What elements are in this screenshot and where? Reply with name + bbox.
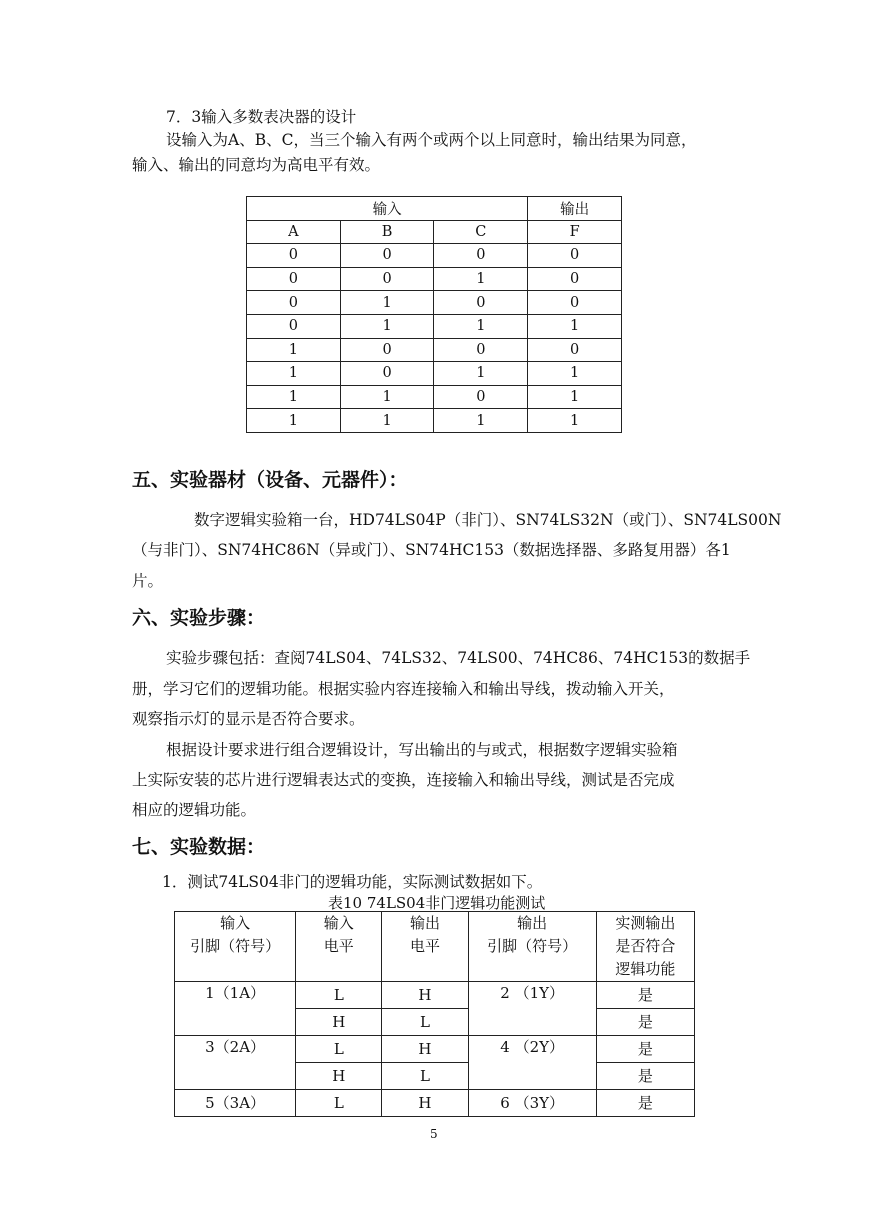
table-cell: 0: [247, 267, 341, 291]
paragraph-line: 相应的逻辑功能。: [132, 801, 257, 819]
output-level-cell: H: [382, 1090, 468, 1117]
table-cell: 1: [528, 314, 622, 338]
output-level-cell: H: [382, 1036, 468, 1063]
input-level-cell: L: [296, 1090, 382, 1117]
input-group-header: 输入: [247, 197, 528, 221]
header-line: 是否符合: [615, 937, 676, 955]
table-cell: 1: [247, 385, 341, 409]
table-cell: 1: [434, 314, 528, 338]
table-cell: 1: [247, 338, 341, 362]
page-number: 5: [430, 1127, 438, 1141]
paragraph-line: 观察指示灯的显示是否符合要求。: [132, 710, 365, 728]
output-level-cell: H: [382, 982, 468, 1009]
output-level-cell: L: [382, 1063, 468, 1090]
table-cell: 1: [247, 362, 341, 386]
column-header: [468, 912, 596, 982]
table-cell: 1: [340, 314, 434, 338]
paragraph-line: （与非门）、SN74HC86N（异或门）、SN74HC153（数据选择器、多路复用器）各1: [132, 541, 731, 559]
paragraph-line: 实验步骤包括：查阅74LS04、74LS32、74LS00、74HC86、74HC153的数据手: [166, 649, 751, 667]
table-cell: 0: [528, 338, 622, 362]
table-cell: 0: [434, 291, 528, 315]
output-level-cell: L: [382, 1009, 468, 1036]
table-cell: 0: [528, 291, 622, 315]
paragraph-line: 根据设计要求进行组合逻辑设计，写出输出的与或式，根据数字逻辑实验箱: [166, 741, 678, 759]
table-cell: 0: [528, 244, 622, 268]
table-cell: 1: [528, 385, 622, 409]
column-header: [296, 912, 382, 982]
table-row: [175, 982, 695, 1009]
result-cell: 是: [596, 1036, 694, 1063]
paragraph-line: 片。: [132, 572, 164, 590]
input-pin-cell: 5（3A）: [175, 1090, 296, 1117]
table-cell: 0: [434, 244, 528, 268]
input-level-cell: H: [296, 1063, 382, 1090]
table-row: [247, 244, 622, 268]
table-row: [247, 362, 622, 386]
truth-table: [246, 196, 622, 433]
table-cell: 1: [434, 409, 528, 433]
section-heading: 七、实验数据：: [132, 836, 266, 858]
table-row: [247, 385, 622, 409]
table-header-row: [175, 912, 695, 982]
table-row: [247, 338, 622, 362]
table-cell: 0: [247, 244, 341, 268]
paragraph-line: 上实际安装的芯片进行逻辑表达式的变换，连接输入和输出导线，测试是否完成: [132, 771, 675, 789]
input-pin-cell: 3（2A）: [175, 1036, 296, 1090]
table-caption: 表10 74LS04非门逻辑功能测试: [328, 894, 546, 912]
column-header: [175, 912, 296, 982]
column-header: [596, 912, 694, 982]
header-line: 输出: [517, 914, 548, 932]
header-line: 输入: [220, 914, 251, 932]
header-line: 实测输出: [615, 914, 676, 932]
table-row: [247, 314, 622, 338]
section-heading: 六、实验步骤：: [132, 607, 266, 629]
header-line: 电平: [409, 937, 440, 955]
table-row: [247, 409, 622, 433]
output-pin-cell: 2 （1Y）: [468, 982, 596, 1036]
table-cell: 0: [247, 314, 341, 338]
result-cell: 是: [596, 982, 694, 1009]
header-line: 逻辑功能: [615, 960, 676, 978]
column-header: F: [528, 220, 622, 244]
list-item: 1．测试74LS04非门的逻辑功能，实际测试数据如下。: [162, 873, 543, 891]
input-level-cell: H: [296, 1009, 382, 1036]
paragraph-line: 设输入为A、B、C，当三个输入有两个或两个以上同意时，输出结果为同意，: [166, 131, 697, 149]
output-pin-cell: 4 （2Y）: [468, 1036, 596, 1090]
header-line: 电平: [323, 937, 354, 955]
table-cell: 1: [434, 267, 528, 291]
table-cell: 1: [434, 362, 528, 386]
table-cell: 0: [434, 338, 528, 362]
table-cell: 0: [340, 338, 434, 362]
table-cell: 0: [528, 267, 622, 291]
input-level-cell: L: [296, 1036, 382, 1063]
paragraph-line: 册，学习它们的逻辑功能。根据实验内容连接输入和输出导线，拨动输入开关，: [132, 680, 675, 698]
table-cell: 1: [528, 362, 622, 386]
table-row: [247, 267, 622, 291]
table-cell: 1: [340, 291, 434, 315]
table-cell: 1: [528, 409, 622, 433]
section-title: 7．3输入多数表决器的设计: [166, 108, 357, 126]
header-line: 引脚（符号）: [190, 937, 281, 955]
table-row: [175, 1036, 695, 1063]
column-header: C: [434, 220, 528, 244]
header-line: 输入: [323, 914, 354, 932]
column-header: A: [247, 220, 341, 244]
table-row: [247, 291, 622, 315]
table-cell: 1: [247, 409, 341, 433]
table-cell: 0: [340, 362, 434, 386]
table-cell: 0: [340, 244, 434, 268]
table-row: [175, 1090, 695, 1117]
input-pin-cell: 1（1A）: [175, 982, 296, 1036]
result-cell: 是: [596, 1063, 694, 1090]
table-cell: 0: [340, 267, 434, 291]
paragraph-line: 数字逻辑实验箱一台，HD74LS04P（非门）、SN74LS32N（或门）、SN74LS00N: [194, 511, 782, 529]
header-line: 输出: [409, 914, 440, 932]
table-cell: 1: [340, 385, 434, 409]
table-cell: 1: [340, 409, 434, 433]
table-10: [174, 911, 695, 1117]
result-cell: 是: [596, 1090, 694, 1117]
output-pin-cell: 6 （3Y）: [468, 1090, 596, 1117]
column-header: B: [340, 220, 434, 244]
column-header: [382, 912, 468, 982]
table-cell: 0: [434, 385, 528, 409]
output-group-header: 输出: [528, 197, 622, 221]
paragraph-line: 输入、输出的同意均为高电平有效。: [132, 156, 381, 174]
header-line: 引脚（符号）: [487, 937, 578, 955]
result-cell: 是: [596, 1009, 694, 1036]
section-heading: 五、实验器材（设备、元器件）：: [132, 469, 408, 491]
table-cell: 0: [247, 291, 341, 315]
input-level-cell: L: [296, 982, 382, 1009]
